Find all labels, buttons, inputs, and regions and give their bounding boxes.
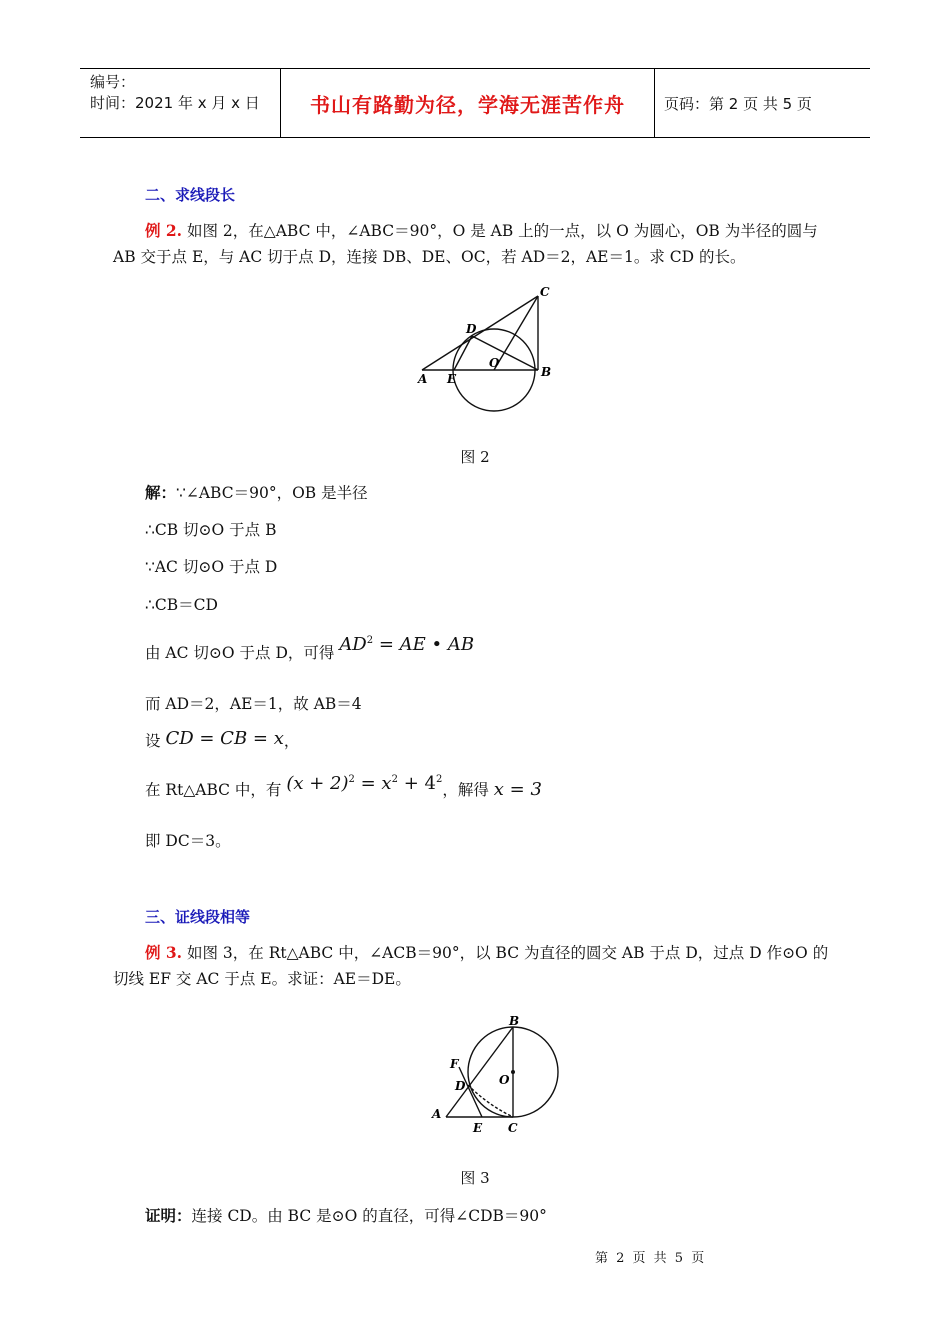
figure2-label-a: A (418, 372, 428, 386)
page-header (80, 68, 870, 138)
example2-label: 例 2. (145, 221, 183, 240)
solution-line-7-text: 设 (145, 732, 166, 750)
solution-line-4: ∴CB＝CD (145, 596, 218, 614)
figure3-label-e: E (473, 1121, 483, 1135)
solution-line-6: 而 AD＝2，AE＝1，故 AB＝4 (145, 695, 362, 713)
figure2-segment-db (472, 336, 538, 370)
figure3-segment-ab (446, 1027, 513, 1117)
figure3-caption: 图 3 (460, 1169, 490, 1187)
solution-line-9: 即 DC＝3。 (145, 832, 231, 850)
formula-exponent: 2 (348, 774, 355, 785)
formula-part: = x (354, 773, 392, 794)
solution-line-1-text: ∵∠ABC＝90°，OB 是半径 (176, 484, 368, 502)
time-label: 时间：2021 年 x 月 x 日 (90, 94, 260, 112)
solution-line-8-text: 在 Rt△ABC 中，有 (145, 781, 287, 799)
figure3-label-c: C (508, 1121, 518, 1135)
formula-pythagoras (286, 773, 442, 794)
example2-paragraph (113, 218, 838, 270)
example3-text: 如图 3，在 Rt△ABC 中，∠ACB＝90°，以 BC 为直径的圆交 AB 于点 D，过点 D 作⊙O 的切线 EF 交 AC 于点 E。求证：AE＝DE。 (113, 944, 829, 988)
figure3-diagram (428, 1010, 568, 1138)
example2-text: 如图 2，在△ABC 中，∠ABC＝90°，O 是 AB 上的一点，以 O 为圆心，OB 为半径的圆与 AB 交于点 E，与 AC 切于点 D，连接 DB、DE、OC，若 AD＝2，AE＝1。求 CD 的长。 (113, 222, 818, 266)
figure3-label-a: A (432, 1107, 442, 1121)
formula-exponent: 2 (435, 774, 443, 785)
formula-result: x = 3 (493, 779, 542, 800)
solution-line-8 (145, 775, 542, 801)
figure2-diagram (410, 282, 560, 416)
solution-line-5-text: 由 AC 切⊙O 于点 D，可得 (145, 644, 340, 662)
figure2-segment-ac (422, 296, 538, 370)
proof-line (145, 1205, 547, 1227)
proof-label: 证明： (145, 1206, 192, 1225)
figure2-caption: 图 2 (460, 448, 490, 466)
example3-label: 例 3. (145, 943, 183, 962)
solution-line-5 (145, 634, 475, 664)
figure3-label-d: D (455, 1079, 466, 1093)
formula-part: (x + 2) (286, 773, 349, 794)
solution-line-1 (145, 482, 368, 504)
figure2-label-b: B (541, 365, 552, 379)
formula-exponent: 2 (366, 635, 374, 646)
section3-title: 三、证线段相等 (145, 908, 251, 926)
formula-let-x: CD = CB = x (165, 728, 284, 749)
figure3-center-dot (511, 1070, 515, 1074)
figure2-label-d: D (466, 322, 477, 336)
section2-title: 二、求线段长 (145, 186, 236, 204)
example3-paragraph (113, 940, 838, 992)
figure3-label-b: B (509, 1014, 520, 1028)
header-meta (80, 69, 281, 137)
page-info-text: 页码：第 2 页 共 5 页 (664, 94, 812, 113)
page-footer: 第 2 页 共 5 页 (595, 1251, 705, 1266)
figure3-label-o: O (499, 1073, 510, 1087)
header-page-info (654, 69, 870, 137)
figure2-label-c: C (540, 285, 550, 299)
figure2-label-e: E (447, 372, 457, 386)
formula-exponent: 2 (391, 774, 398, 785)
formula-part: + 4 (397, 773, 436, 794)
number-label: 编号： (90, 73, 136, 91)
solution-label: 解： (145, 483, 177, 502)
solution-line-2: ∴CB 切⊙O 于点 B (145, 521, 277, 539)
motto-text: 书山有路勤为径，学海无涯苦作舟 (310, 92, 625, 117)
solution-line-8-suffix: ，解得 (442, 781, 494, 799)
figure3-label-f: F (450, 1057, 459, 1071)
formula-part: = AE • AB (373, 634, 475, 655)
solution-line-7-suffix: ， (283, 732, 300, 750)
formula-part: AD (339, 634, 367, 655)
solution-line-3: ∵AC 切⊙O 于点 D (145, 558, 278, 576)
formula-tangent-secant (339, 634, 474, 655)
solution-line-7 (145, 730, 299, 752)
header-motto (281, 69, 655, 137)
proof-text: 连接 CD。由 BC 是⊙O 的直径，可得∠CDB＝90° (191, 1207, 547, 1225)
figure2-label-o: O (489, 356, 500, 370)
